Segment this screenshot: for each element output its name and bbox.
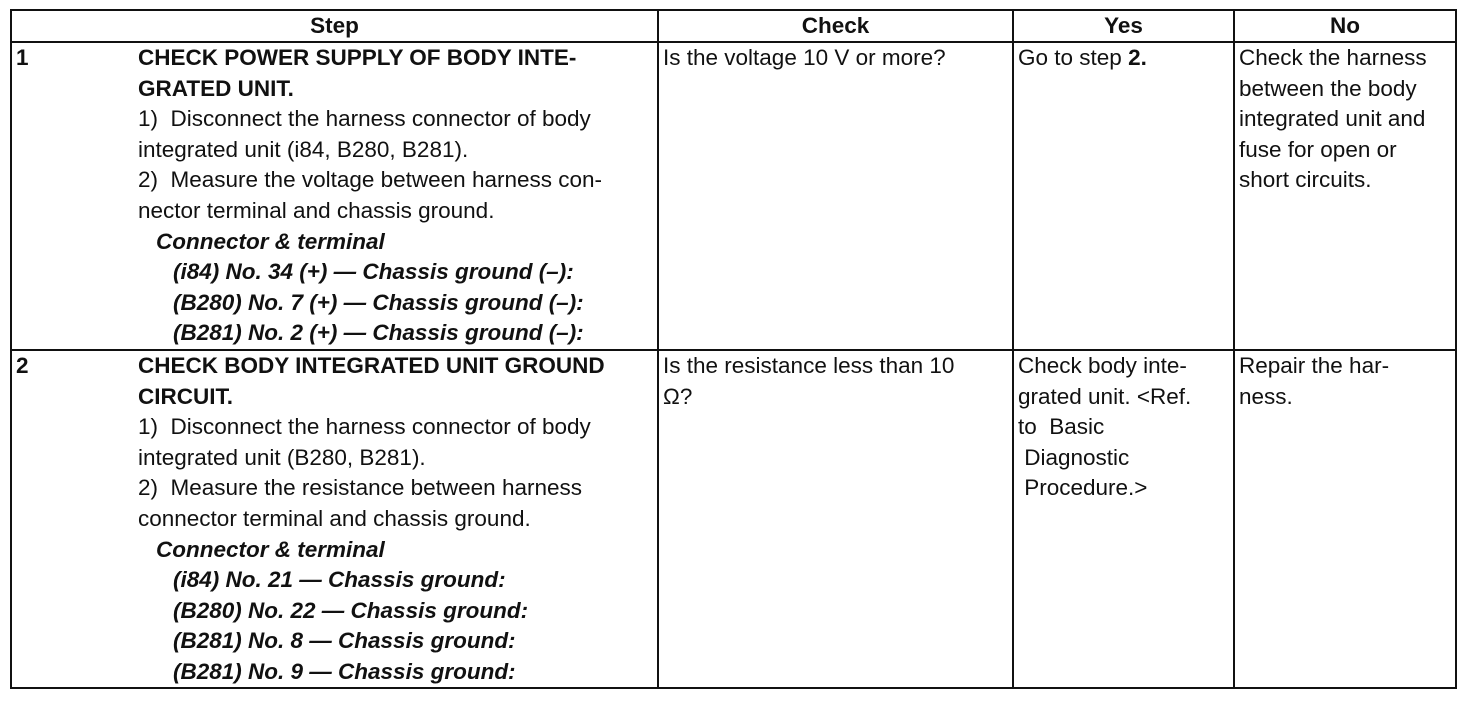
connector-item: (B280) No. 22 — Chassis ground:: [173, 597, 529, 623]
step-title-line: CHECK BODY INTEGRATED UNIT GROUND: [138, 352, 605, 378]
instruction-line: connector terminal and chassis ground.: [138, 505, 531, 531]
yes-step-ref: 2.: [1128, 45, 1147, 70]
step-cell: [11, 42, 658, 350]
yes-cell: [1013, 350, 1234, 689]
yes-text-line: Diagnostic: [1018, 444, 1130, 470]
header-check: Check: [658, 10, 1013, 42]
connector-item: (B281) No. 2 (+) — Chassis ground (–):: [173, 320, 584, 346]
step-title-line: CHECK POWER SUPPLY OF BODY INTE-: [138, 45, 577, 70]
yes-cell: [1013, 42, 1234, 350]
no-text-line: Check the harness: [1239, 45, 1427, 70]
yes-text-line: Procedure.>: [1018, 475, 1148, 501]
check-text-line: Ω?: [663, 383, 693, 409]
yes-text: [1018, 43, 1229, 74]
instruction-line: 1) Disconnect the harness connector of body: [138, 414, 591, 440]
no-text-line: short circuits.: [1239, 167, 1372, 193]
check-cell: [658, 350, 1013, 689]
instruction-line: integrated unit (B280, B281).: [138, 444, 426, 470]
step-number: 1: [16, 45, 29, 70]
no-text-line: fuse for open or: [1239, 136, 1397, 162]
check-text: Is the voltage 10 V or more?: [663, 45, 946, 70]
instruction-line: 2) Measure the voltage between harness con-: [138, 167, 603, 193]
yes-prefix: Go to step: [1018, 45, 1129, 70]
connector-heading: Connector & terminal: [156, 228, 385, 254]
table-row: [11, 350, 1456, 689]
diagnostic-table: [10, 9, 1457, 689]
step-number: 2: [16, 352, 29, 378]
connector-item: (B280) No. 7 (+) — Chassis ground (–):: [173, 289, 584, 315]
check-cell: [658, 42, 1013, 350]
step-title-line: CIRCUIT.: [138, 383, 233, 409]
no-text-line: ness.: [1239, 383, 1293, 409]
no-cell: [1234, 42, 1456, 350]
check-text-line: Is the resistance less than 10: [663, 352, 955, 378]
header-step: Step: [11, 10, 658, 42]
connector-item: (i84) No. 34 (+) — Chassis ground (–):: [173, 259, 574, 285]
table-row: [11, 42, 1456, 350]
no-text-line: integrated unit and: [1239, 106, 1426, 132]
no-text-line: Repair the har-: [1239, 352, 1390, 378]
yes-text-line: to Basic: [1018, 414, 1105, 440]
connector-heading: Connector & terminal: [156, 536, 385, 562]
instruction-line: 1) Disconnect the harness connector of body: [138, 106, 591, 132]
connector-item: (B281) No. 9 — Chassis ground:: [173, 658, 516, 684]
no-text-line: between the body: [1239, 75, 1417, 101]
step-cell: [11, 350, 658, 689]
header-yes: Yes: [1013, 10, 1234, 42]
yes-text-line: grated unit. <Ref.: [1018, 383, 1192, 409]
instruction-line: integrated unit (i84, B280, B281).: [138, 136, 469, 162]
connector-item: (i84) No. 21 — Chassis ground:: [173, 567, 506, 593]
yes-text-line: Check body inte-: [1018, 352, 1187, 378]
step-title-line: GRATED UNIT.: [138, 75, 294, 101]
instruction-line: 2) Measure the resistance between harness: [138, 475, 582, 501]
no-cell: [1234, 350, 1456, 689]
header-row: [11, 10, 1456, 42]
connector-item: (B281) No. 8 — Chassis ground:: [173, 628, 516, 654]
instruction-line: nector terminal and chassis ground.: [138, 197, 495, 223]
header-no: No: [1234, 10, 1456, 42]
